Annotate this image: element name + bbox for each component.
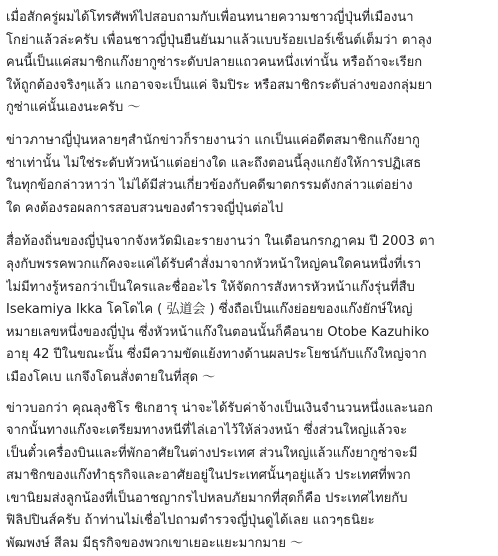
text-line: Isekamiya Ikka โคโดไค ( 弘道会 ) ซึ่งถือเป็นแก๊งย่อยของแก๊งยักษ์ใหญ่	[6, 302, 413, 318]
text-line: ข่าวภาษาญี่ปุ่นหลายๆสำนักข่าวก็รายงานว่า แกเป็นแค่อดีตสมาชิกแก๊งยากู	[6, 132, 420, 148]
text-line: สมาชิกของแก๊งทำธุรกิจและอาศัยอยู่ในประเทศนั้นๆอยู่แล้ว ประเทศที่พวก	[6, 468, 411, 484]
text-line: เป็นตั๋วเครื่องบินและที่พักอาศัยในต่างประเทศ ส่วนใหญ่แล้วแก๊งยากูซ่าจะมี	[6, 445, 418, 461]
text-line: ฟิลิปปินส์ครับ ถ้าท่านไม่เชื่อไปถามตำรวจญี่ปุ่นดูได้เลย แถวๆธนิยะ	[6, 513, 375, 529]
text-line: หมายเลขหนึ่งของญี่ปุ่น ซึ่งหัวหน้าแก๊งในตอนนั้นก็คือนาย Otobe Kazuhiko	[6, 324, 430, 340]
text-line: เขานิยมส่งลูกน้องที่เป็นอาชญากรไปหลบภัยมากที่สุดก็คือ ประเทศไทยกับ	[6, 490, 408, 506]
text-line: โกย่าแล้วล่ะครับ เพื่อนชาวญี่ปุ่นยืนยันมาแล้วแบบร้อยเปอร์เซ็นต์เต็มว่า ตาลุง	[6, 32, 432, 48]
text-line: อายุ 42 ปีในขณะนั้น ซึ่งมีความขัดแย้งทางด้านผลประโยชน์กับแก๊งใหญ่จาก	[6, 347, 427, 363]
paragraph-1	[6, 7, 494, 120]
text-line: คนนี้เป็นแค่สมาชิกแก๊งยากูซ่าระดับปลายแถวคนหนึ่งเท่านั้น หรือถ้าจะเรียก	[6, 55, 423, 71]
text-line: ในทุกข้อกล่าวหาว่า ไม่ได้มีส่วนเกี่ยวข้องกับคดีฆาตกรรมดังกล่าวแต่อย่าง	[6, 178, 413, 194]
paragraph-4	[6, 398, 494, 556]
text-line: เมื่อสักครู่ผมได้โทรศัพท์ไปสอบถามกับเพื่อนทนายความชาวญี่ปุ่นที่เมืองนา	[6, 10, 414, 25]
text-line: สื่อท้องถิ่นของญี่ปุ่นจากจังหวัดมิเอะรายงานว่า ในเดือนกรกฎาคม ปี 2003 ตา	[6, 234, 435, 250]
text-line: จากนั้นทางแก๊งจะเตรียมทางหนีที่ไล่เอาไว้ให้ล่วงหน้า ซึ่งส่วนใหญ่แล้วจะ	[6, 423, 408, 439]
paragraph-2	[6, 130, 494, 220]
paragraph-3	[6, 231, 494, 389]
text-line: พัฒพงษ์ สีลม มีธุรกิจของพวกเขาเยอะแยะมากมาย 〜	[6, 536, 304, 552]
text-line: เมืองโคเบ แกจึงโดนสั่งตายในที่สุด 〜	[6, 369, 216, 385]
text-line: ซ่าเท่านั้น ไม่ใช่ระดับหัวหน้าแต่อย่างใด และถึงตอนนี้ลุงแกยังให้การปฏิเสธ	[6, 155, 422, 171]
text-line: กูซ่าแค่นั้นเองนะครับ 〜	[6, 100, 141, 116]
text-line: ไม่มีทางรู้หรอกว่าเป็นใครและชื่ออะไร ให้จัดการสังหารหัวหน้าแก๊งรุ่นที่สืบ	[6, 279, 415, 295]
text-line: ใด คงต้องรอผลการสอบสวนของตำรวจญี่ปุ่นต่อไป	[6, 200, 284, 216]
text-line: ข่าวบอกว่า คุณลุงชิโร ชิเกฮารุ น่าจะได้รับค่าจ้างเป็นเงินจำนวนหนึ่งและนอก	[6, 400, 433, 416]
text-line: ให้ถูกต้องจริงๆแล้ว แกอาจจะเป็นแค่ จิมปิระ หรือสมาชิกระดับล่างของกลุ่มยา	[6, 77, 433, 93]
text-line: ลุงกับพรรคพวกแก๊คงจะแค่ได้รับคำสั่งมาจากหัวหน้าใหญ่คนใดคนหนึ่งที่เรา	[6, 256, 422, 272]
